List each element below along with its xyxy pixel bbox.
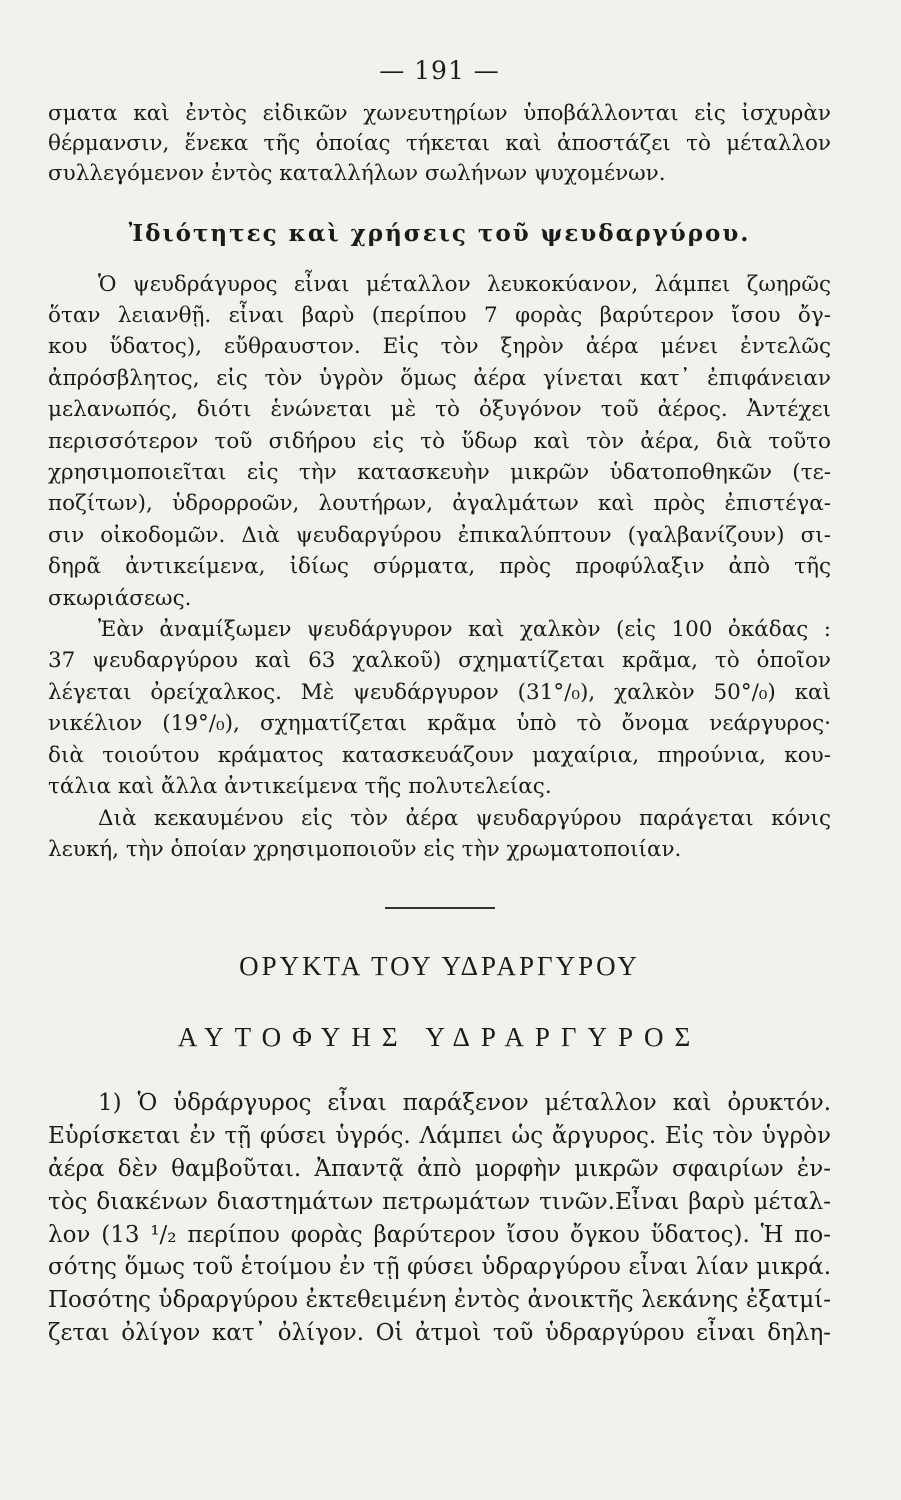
text-line: διὰ τοιούτου κράματος κατασκευάζουν μαχαίρια, πηρούνια, κου- — [48, 742, 831, 768]
chapter-heading: ΟΡΥΚΤΑ ΤΟΥ ΥΔΡΑΡΓΥΡΟΥ — [239, 951, 640, 982]
text-line: ὅταν λειανθῇ. εἶναι βαρὺ (περίπου 7 φορὰς βαρύτερον ἴσου ὄγ- — [48, 303, 831, 329]
text-line: λον (13 ¹/₂ περίπου φορὰς βαρύτερον ἴσου ὄγκου ὕδατος). Ἡ πο- — [48, 1221, 831, 1248]
text-line: ἀπρόσβλητος, εἰς τὸν ὑγρὸν ὅμως ἀέρα γίνεται κατ᾽ ἐπιφάνειαν — [48, 365, 831, 391]
text-line: Ποσότης ὑδραργύρου ἐκτεθειμένη ἐντὸς ἀνοικτῆς λεκάνης ἐξατμί- — [48, 1287, 831, 1314]
text-line: θέρμανσιν, ἕνεκα τῆς ὁποίας τήκεται καὶ ἀποστάζει τὸ μέταλλον — [48, 131, 831, 157]
text-line: σότης ὅμως τοῦ ἑτοίμου ἐν τῇ φύσει ὑδραργύρου εἶναι λίαν μικρά. — [48, 1254, 831, 1281]
text-line: ζεται ὀλίγον κατ᾽ ὀλίγον. Οἱ ἀτμοὶ τοῦ ὑδραργύρου εἶναι δηλη- — [48, 1319, 831, 1346]
text-line: νικέλιον (19°/₀), σχηματίζεται κρᾶμα ὑπὸ τὸ ὄνομα νεάργυρος· — [48, 711, 831, 737]
section-divider — [385, 907, 495, 909]
text-line: 37 ψευδαργύρου καὶ 63 χαλκοῦ) σχηματίζεται κρᾶμα, τὸ ὁποῖον — [48, 648, 831, 674]
text-line: 1) Ὁ ὑδράργυρος εἶναι παράξενον μέταλλον καὶ ὀρυκτόν. — [98, 1090, 831, 1117]
properties-paragraph — [48, 269, 831, 614]
mercury-paragraph — [48, 1087, 831, 1349]
text-line: Εὑρίσκεται ἐν τῇ φύσει ὑγρός. Λάμπει ὡς ἄργυρος. Εἰς τὸν ὑγρὸν — [48, 1123, 831, 1150]
text-line: σματα καὶ ἐντὸς εἰδικῶν χωνευτηρίων ὑποβάλλονται εἰς ἰσχυρὰν — [48, 101, 831, 126]
burnt-zinc-paragraph — [48, 803, 831, 866]
text-line: λέγεται ὀρείχαλκος. Μὲ ψευδάργυρον (31°/₀), χαλκὸν 50°/₀) καὶ — [48, 679, 831, 705]
text-line: μελανωπός, διότι ἑνώνεται μὲ τὸ ὀξυγόνον τοῦ ἀέρος. Ἀντέχει — [48, 397, 831, 423]
intro-paragraph — [48, 99, 831, 190]
alloys-paragraph — [48, 614, 831, 802]
text-line: τὸς διακένων διαστημάτων πετρωμάτων τινῶν.Εἶναι βαρὺ μέταλ- — [48, 1188, 831, 1215]
text-line: κου ὕδατος), εὔθραυστον. Εἰς τὸν ξηρὸν ἀέρα μένει ἐντελῶς — [48, 334, 831, 360]
text-line: περισσότερον τοῦ σιδήρου εἰς τὸ ὕδωρ καὶ τὸν ἀέρα, διὰ τοῦτο — [48, 428, 831, 454]
page-number: — 191 — — [379, 56, 500, 85]
text-line: Ἐὰν ἀναμίξωμεν ψευδάργυρον καὶ χαλκὸν (εἰς 100 ὀκάδας : — [98, 617, 831, 643]
subchapter-heading: ΑΥΤΟΦΥΗΣ ΥΔΡΑΡΓΥΡΟΣ — [177, 1022, 702, 1053]
text-line: σκωριάσεως. — [48, 585, 192, 611]
text-line: τάλια καὶ ἄλλα ἀντικείμενα τῆς πολυτελείας. — [48, 774, 552, 800]
text-line: ποζίτων), ὑδρορροῶν, λουτήρων, ἀγαλμάτων καὶ πρὸς ἐπιστέγα- — [48, 491, 831, 517]
text-line: λευκή, τὴν ὁποίαν χρησιμοποιοῦν εἰς τὴν χρωματοποιίαν. — [48, 836, 682, 862]
text-line: Ὁ ψευδράγυρος εἶναι μέταλλον λευκοκύανον, λάμπει ζωηρῶς — [98, 271, 831, 297]
section-title: Ἰδιότητες καὶ χρήσεις τοῦ ψευδαργύρου. — [128, 219, 751, 247]
text-line: συλλεγόμενον ἐντὸς καταλλήλων σωλήνων ψυχομένων. — [48, 161, 666, 187]
text-line: δηρᾶ ἀντικείμενα, ἰδίως σύρματα, πρὸς προφύλαξιν ἀπὸ τῆς — [48, 554, 831, 580]
text-line: χρησιμοποιεῖται εἰς τὴν κατασκευὴν μικρῶν ὑδατοποθηκῶν (τε- — [48, 460, 831, 486]
text-line: ἀέρα δὲν θαμβοῦται. Ἀπαντᾷ ἀπὸ μορφὴν μικρῶν σφαιρίων ἐν- — [48, 1155, 831, 1182]
text-line: σιν οἰκοδομῶν. Διὰ ψευδαργύρου ἐπικαλύπτουν (γαλβανίζουν) σι- — [48, 522, 831, 548]
text-line: Διὰ κεκαυμένου εἰς τὸν ἀέρα ψευδαργύρου παράγεται κόνις — [98, 805, 831, 831]
